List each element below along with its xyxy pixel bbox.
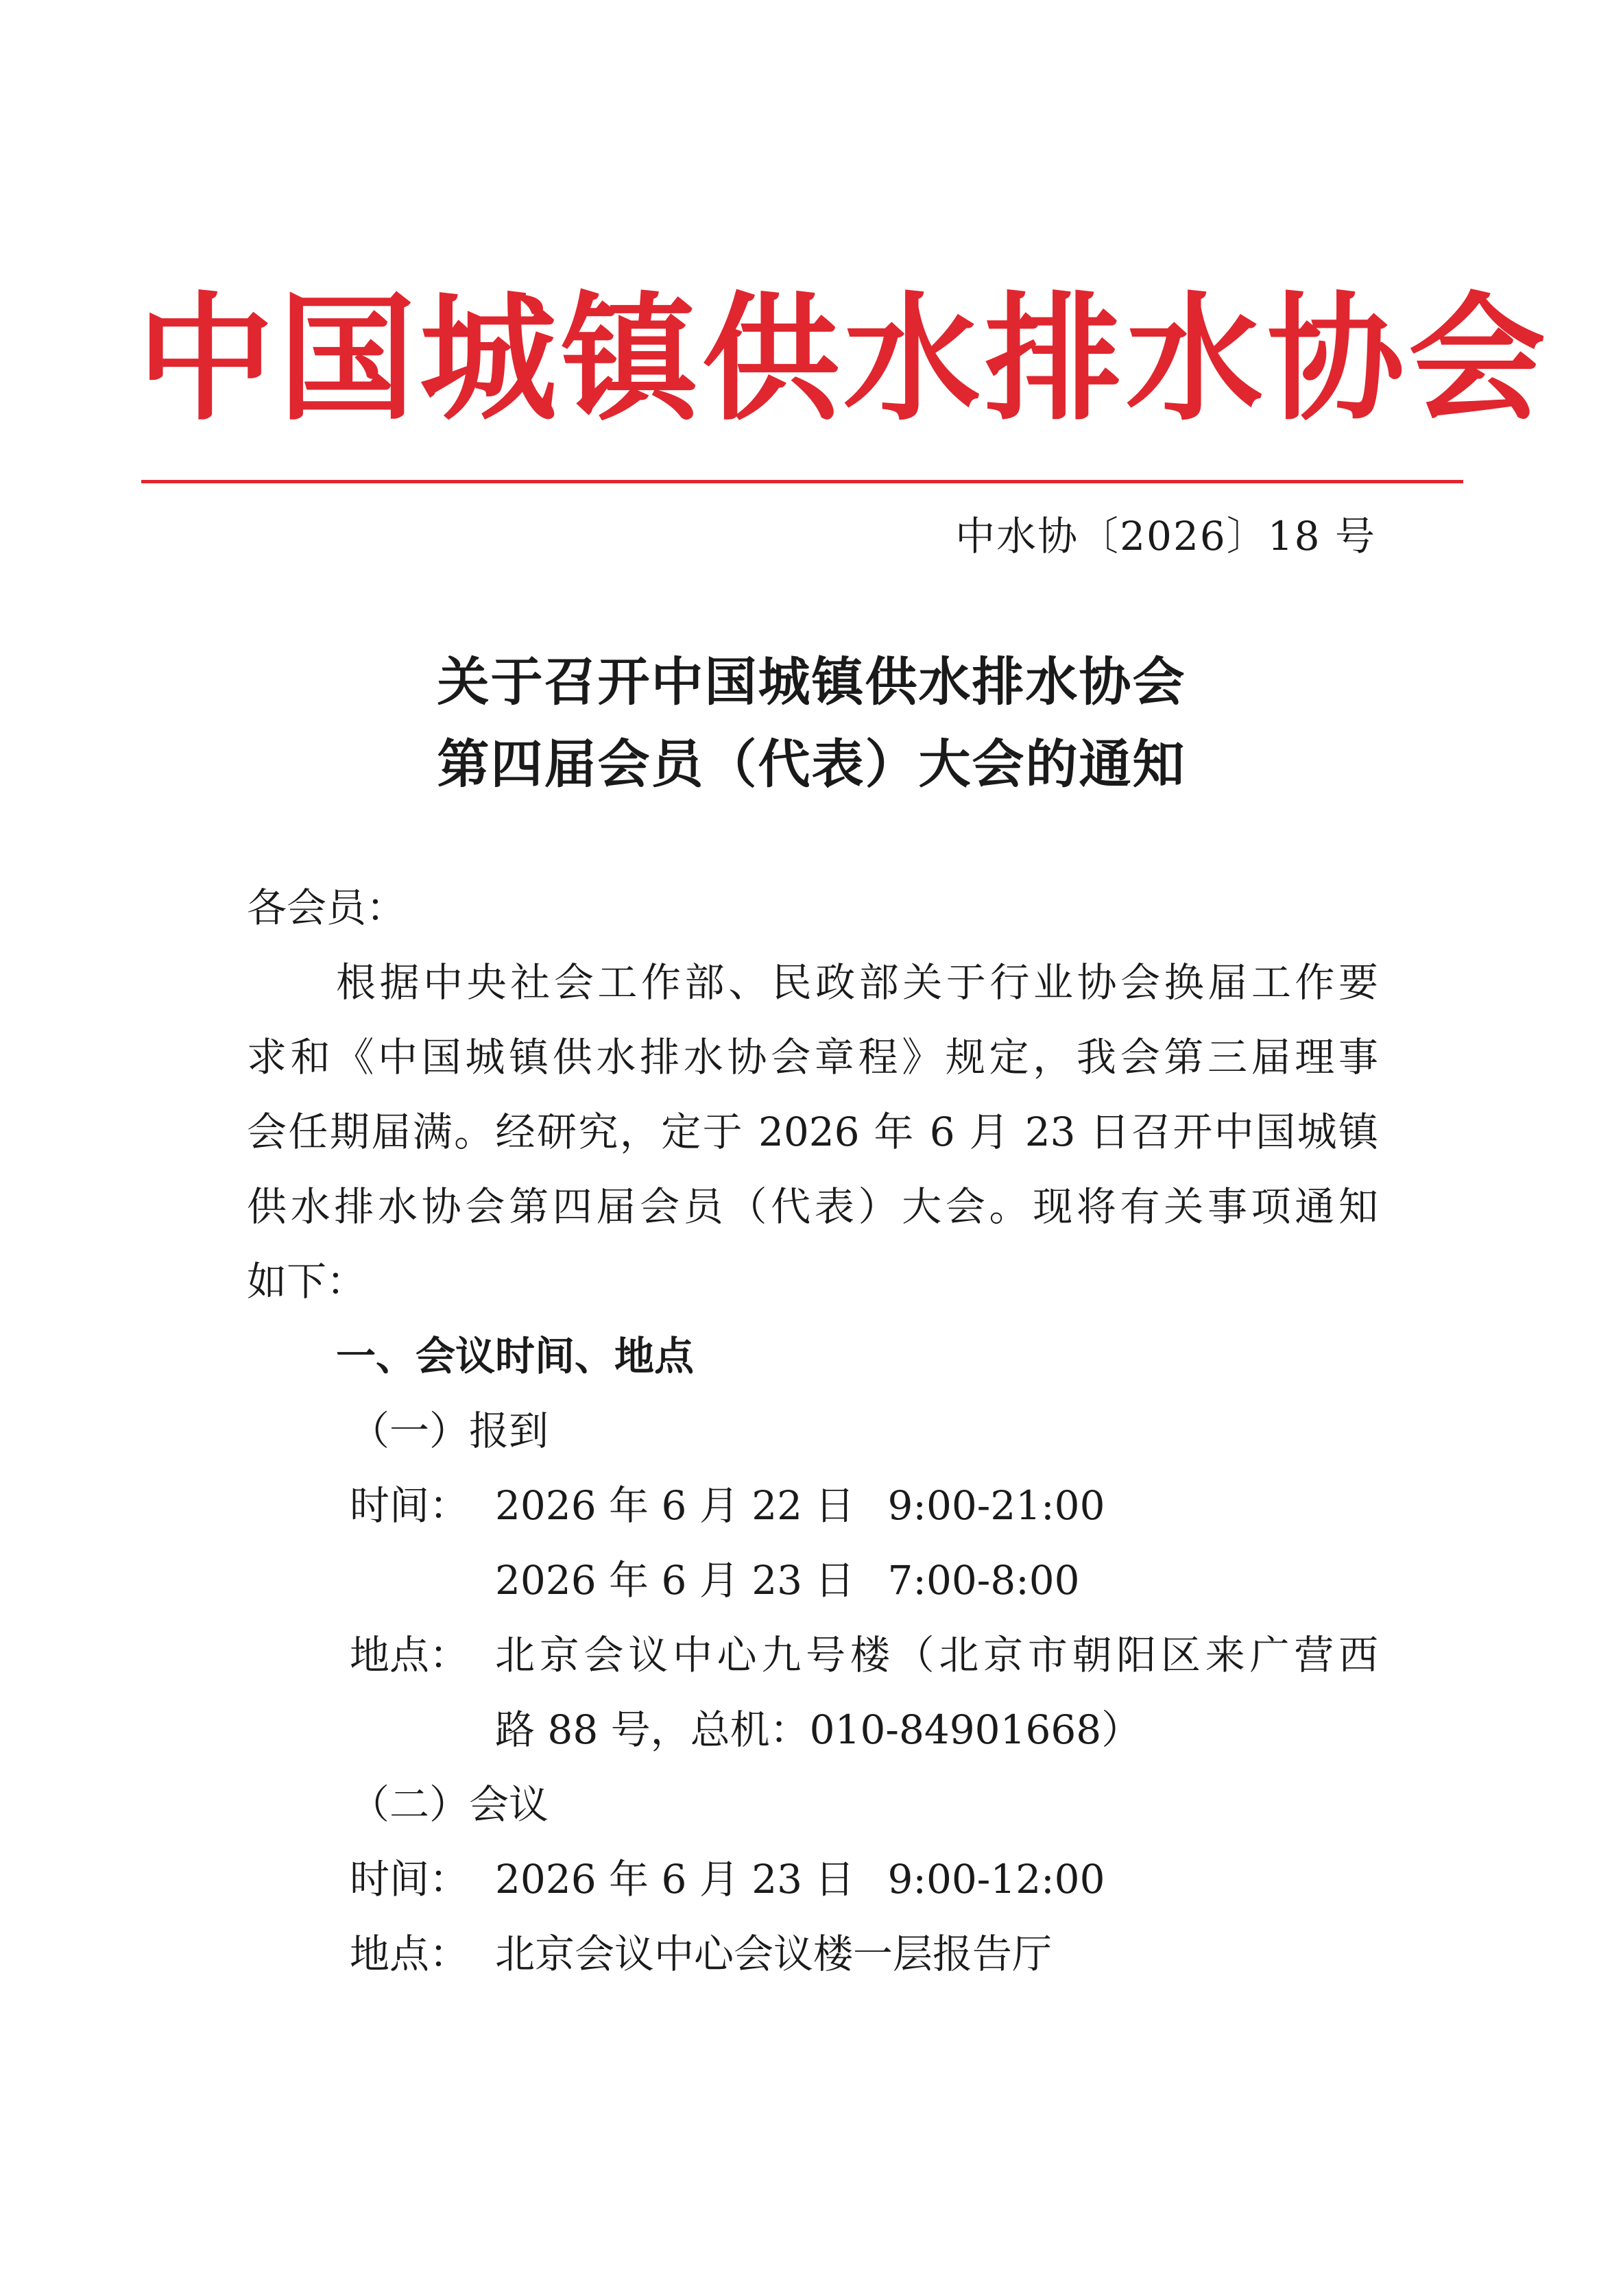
place-label: 地点：: [350, 1632, 470, 1678]
checkin-hours-1: 9:00-21:00: [887, 1482, 1105, 1529]
section-heading: 一、会议时间、地点: [336, 1333, 695, 1379]
paragraph-line: 求和《中国城镇供水排水协会章程》规定，我会第三届理事: [247, 1034, 1378, 1080]
notice-title: [206, 641, 1417, 806]
checkin-date-2: 2026 年 6 月 23 日: [495, 1557, 855, 1604]
place-label: 地点：: [350, 1931, 470, 1977]
letterhead-org-name: 中国城镇供水排水协会: [137, 280, 1550, 439]
time-label: 时间：: [350, 1482, 470, 1529]
meeting-place-row: [247, 1917, 1378, 1992]
notice-body: [247, 871, 1378, 1992]
meeting-date: 2026 年 6 月 23 日: [495, 1856, 855, 1902]
meeting-time-row: [247, 1842, 1378, 1917]
paragraph-line: 会任期届满。经研究，定于 2026 年 6 月 23 日召开中国城镇: [247, 1109, 1378, 1155]
paragraph-line: 根据中央社会工作部、民政部关于行业协会换届工作要: [336, 959, 1378, 1006]
paragraph-line: 供水排水协会第四届会员（代表）大会。现将有关事项通知: [247, 1183, 1378, 1230]
meeting-place: 北京会议中心会议楼一层报告厅: [495, 1931, 1053, 1977]
notice-title-line-2: 第四届会员（代表）大会的通知: [437, 734, 1186, 795]
checkin-place-line-2: 路 88 号，总机：010-84901668）: [495, 1706, 1142, 1753]
subsection-heading-meeting: （二）会议: [350, 1781, 549, 1828]
time-label: 时间：: [350, 1856, 470, 1902]
checkin-place-line-1: 北京会议中心九号楼（北京市朝阳区来广营西: [495, 1632, 1378, 1678]
checkin-hours-2: 7:00-8:00: [887, 1557, 1080, 1604]
notice-title-line-1: 关于召开中国城镇供水排水协会: [437, 651, 1186, 712]
checkin-time-row-1: [247, 1469, 1378, 1543]
paragraph-line: 如下：: [247, 1258, 367, 1305]
letterhead-red-rule: [141, 480, 1463, 483]
document-number: 中水协〔2026〕18 号: [955, 513, 1376, 559]
meeting-hours: 9:00-12:00: [887, 1856, 1105, 1902]
salutation: 各会员：: [247, 884, 407, 931]
subsection-heading-checkin: （一）报到: [350, 1407, 549, 1454]
checkin-date-1: 2026 年 6 月 22 日: [495, 1482, 855, 1529]
checkin-place-row: [247, 1618, 1378, 1693]
checkin-time-row-2: [247, 1543, 1378, 1618]
